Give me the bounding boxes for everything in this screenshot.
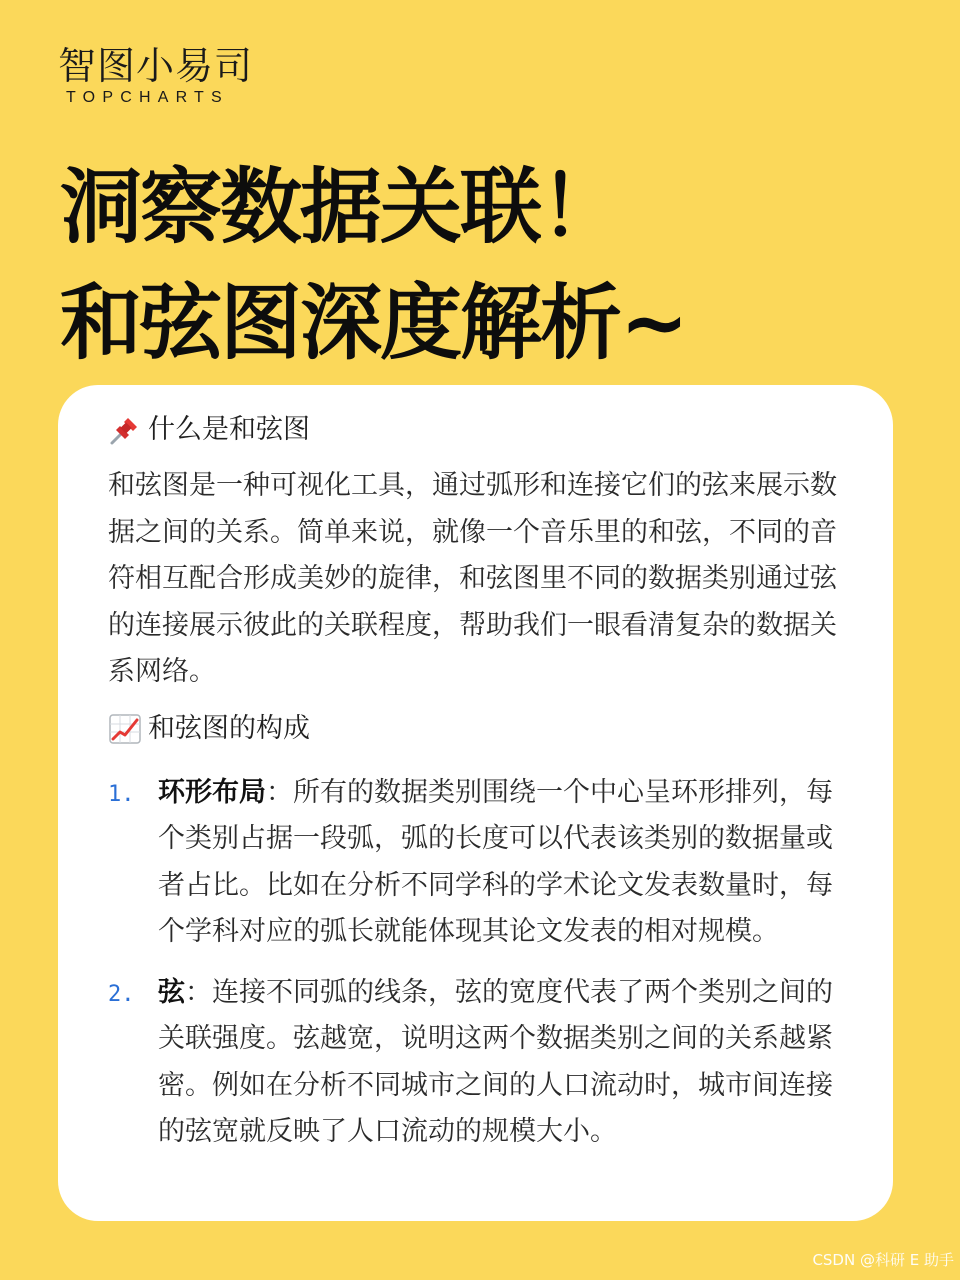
brand-logo — [58, 44, 254, 108]
watermark: CSDN @科研 E 助手 — [812, 1251, 954, 1269]
section-title-text: 和弦图的构成 — [148, 712, 310, 744]
brand-name-en: TOPCHARTS — [66, 89, 229, 106]
list-item-text — [158, 770, 857, 956]
section-title-text: 什么是和弦图 — [148, 414, 310, 445]
pushpin-icon — [108, 413, 142, 447]
components-list — [108, 770, 857, 1156]
list-item-term: 弦 — [158, 976, 185, 1008]
page-title — [60, 150, 920, 382]
list-item-description: ：所有的数据类别围绕一个中心呈环形排列，每个类别占据一段弧，弧的长度可以代表该类别的数据量或者占比。比如在分析不同学科的学术论文发表数量时，每个学科对应的弧长就能体现其论文发表的相对规模。 — [158, 776, 833, 947]
list-number: 2. — [108, 981, 135, 1007]
list-item-text — [158, 970, 857, 1156]
content-card — [58, 385, 893, 1221]
title-line-1: 洞察数据关联！ — [60, 160, 621, 255]
list-item-description: ：连接不同弧的线条，弦的宽度代表了两个类别之间的关联强度。弦越宽，说明这两个数据类别之间的关系越紧密。例如在分析不同城市之间的人口流动时，城市间连接的弦宽就反映了人口流动的规模大小。 — [158, 976, 833, 1147]
section-title-what — [108, 403, 857, 457]
chart-increasing-icon — [108, 712, 142, 746]
list-item — [108, 770, 857, 956]
section-title-components — [108, 702, 857, 756]
list-item-term: 环形布局 — [158, 776, 266, 808]
brand-name-cn: 智图小易司 — [58, 44, 254, 88]
title-line-2: 和弦图深度解析~ — [60, 276, 687, 371]
definition-paragraph: 和弦图是一种可视化工具，通过弧形和连接它们的弦来展示数据之间的关系。简单来说，就像一个音乐里的和弦，不同的音符相互配合形成美妙的旋律，和弦图里不同的数据类别通过弦的连接展示彼此的关联程度，帮助我们一眼看清复杂的数据关系网络。 — [108, 470, 837, 687]
list-number: 1. — [108, 781, 135, 807]
list-item — [108, 970, 857, 1156]
